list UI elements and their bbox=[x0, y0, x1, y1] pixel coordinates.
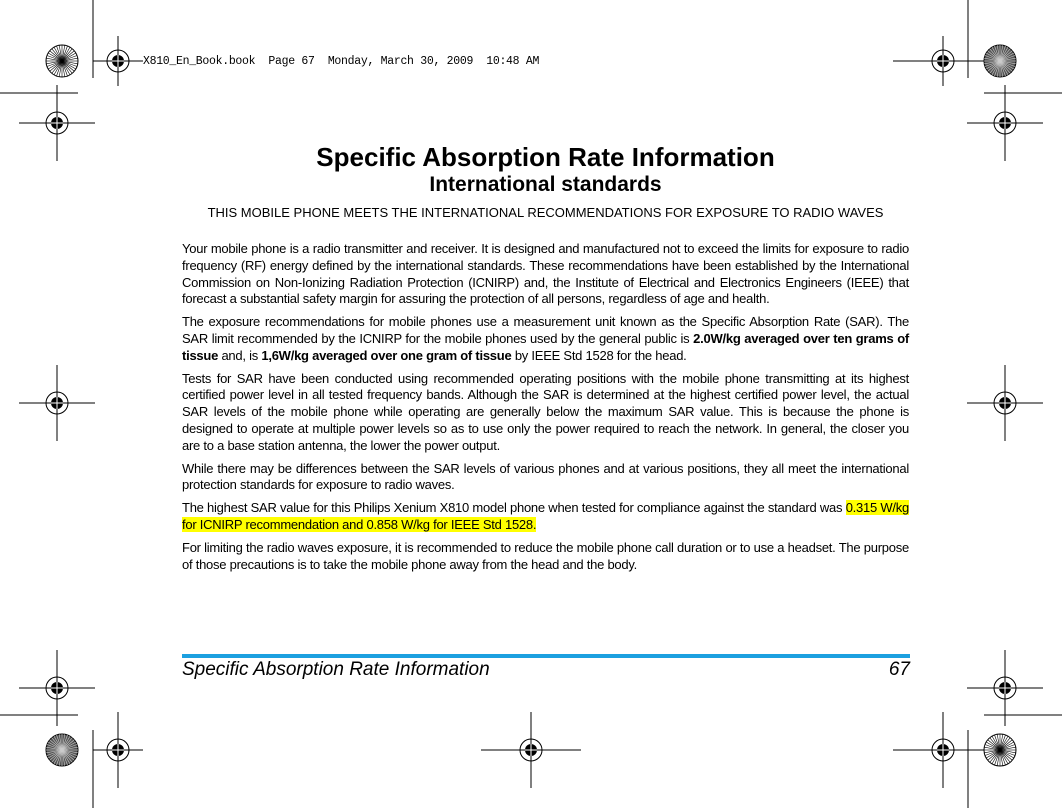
paragraph-6: For limiting the radio waves exposure, it is recommended to reduce the mobile phone call duration or to use a headset. The purpose of those precautions is to take the mobile phone away from the head and the body. bbox=[182, 539, 909, 572]
paragraph-1: Your mobile phone is a radio transmitter and receiver. It is designed and manufactured not to exceed the limits for exposure to radio frequency (RF) energy defined by the international standards. These recommendations have been established by the International Commission on Non-Ionizing Radiation Protection (ICNIRP) and, the Institute of Electrical and Electronics Engineers (IEEE) that forecast a substantial safety margin for assuring the protection of all persons, regardless of age and health. bbox=[182, 241, 909, 307]
page-subtitle: International standards bbox=[429, 173, 662, 196]
bold-text: 2.0W/kg averaged over ten grams of tissue bbox=[182, 330, 910, 363]
text: The exposure recommendations for mobile phones use a measurement unit known as the Specific Absorption Rate (SAR). The SAR limit recommended by the ICNIRP for the mobile phones used by the general public is bbox=[182, 314, 909, 346]
print-slug: X810_En_Book.book Page 67 Monday, March 30, 2009 10:48 AM bbox=[143, 55, 540, 68]
paragraph-2 bbox=[182, 314, 909, 364]
footer-rule bbox=[182, 654, 910, 658]
text: and, is bbox=[218, 347, 262, 363]
bold-text: 1,6W/kg averaged over one gram of tissue bbox=[261, 347, 512, 363]
paragraph-3: Tests for SAR have been conducted using recommended operating positions with the mobile phone transmitting at its highest certified power level in all tested frequency bands. Although the SAR is determined at the highest certified power level, the actual SAR levels of the mobile phone while operating are generally below the maximum SAR value. This is because the phone is designed to operate at multiple power levels so as to use only the power required to reach the network. In general, the closer you are to a base station antenna, the lower the power output. bbox=[182, 370, 909, 453]
page-number: 67 bbox=[888, 659, 910, 680]
footer-section-title: Specific Absorption Rate Information bbox=[182, 659, 490, 680]
paragraph-4: While there may be differences between the SAR levels of various phones and at various positions, they all meet the international protection standards for exposure to radio waves. bbox=[182, 460, 909, 493]
text: The highest SAR value for this Philips Xenium X810 model phone when tested for compliance against the standard was bbox=[182, 500, 846, 516]
highlighted-text: 0.315 W/kg for ICNIRP recommendation and 0.858 W/kg for IEEE Std 1528. bbox=[182, 500, 909, 532]
text: by IEEE Std 1528 for the head. bbox=[511, 347, 687, 363]
body-text bbox=[182, 241, 909, 579]
page-title: Specific Absorption Rate Information bbox=[316, 142, 775, 172]
paragraph-5 bbox=[182, 500, 909, 534]
caps-statement: THIS MOBILE PHONE MEETS THE INTERNATIONAL RECOMMENDATIONS FOR EXPOSURE TO RADIO WAVES bbox=[207, 205, 884, 220]
